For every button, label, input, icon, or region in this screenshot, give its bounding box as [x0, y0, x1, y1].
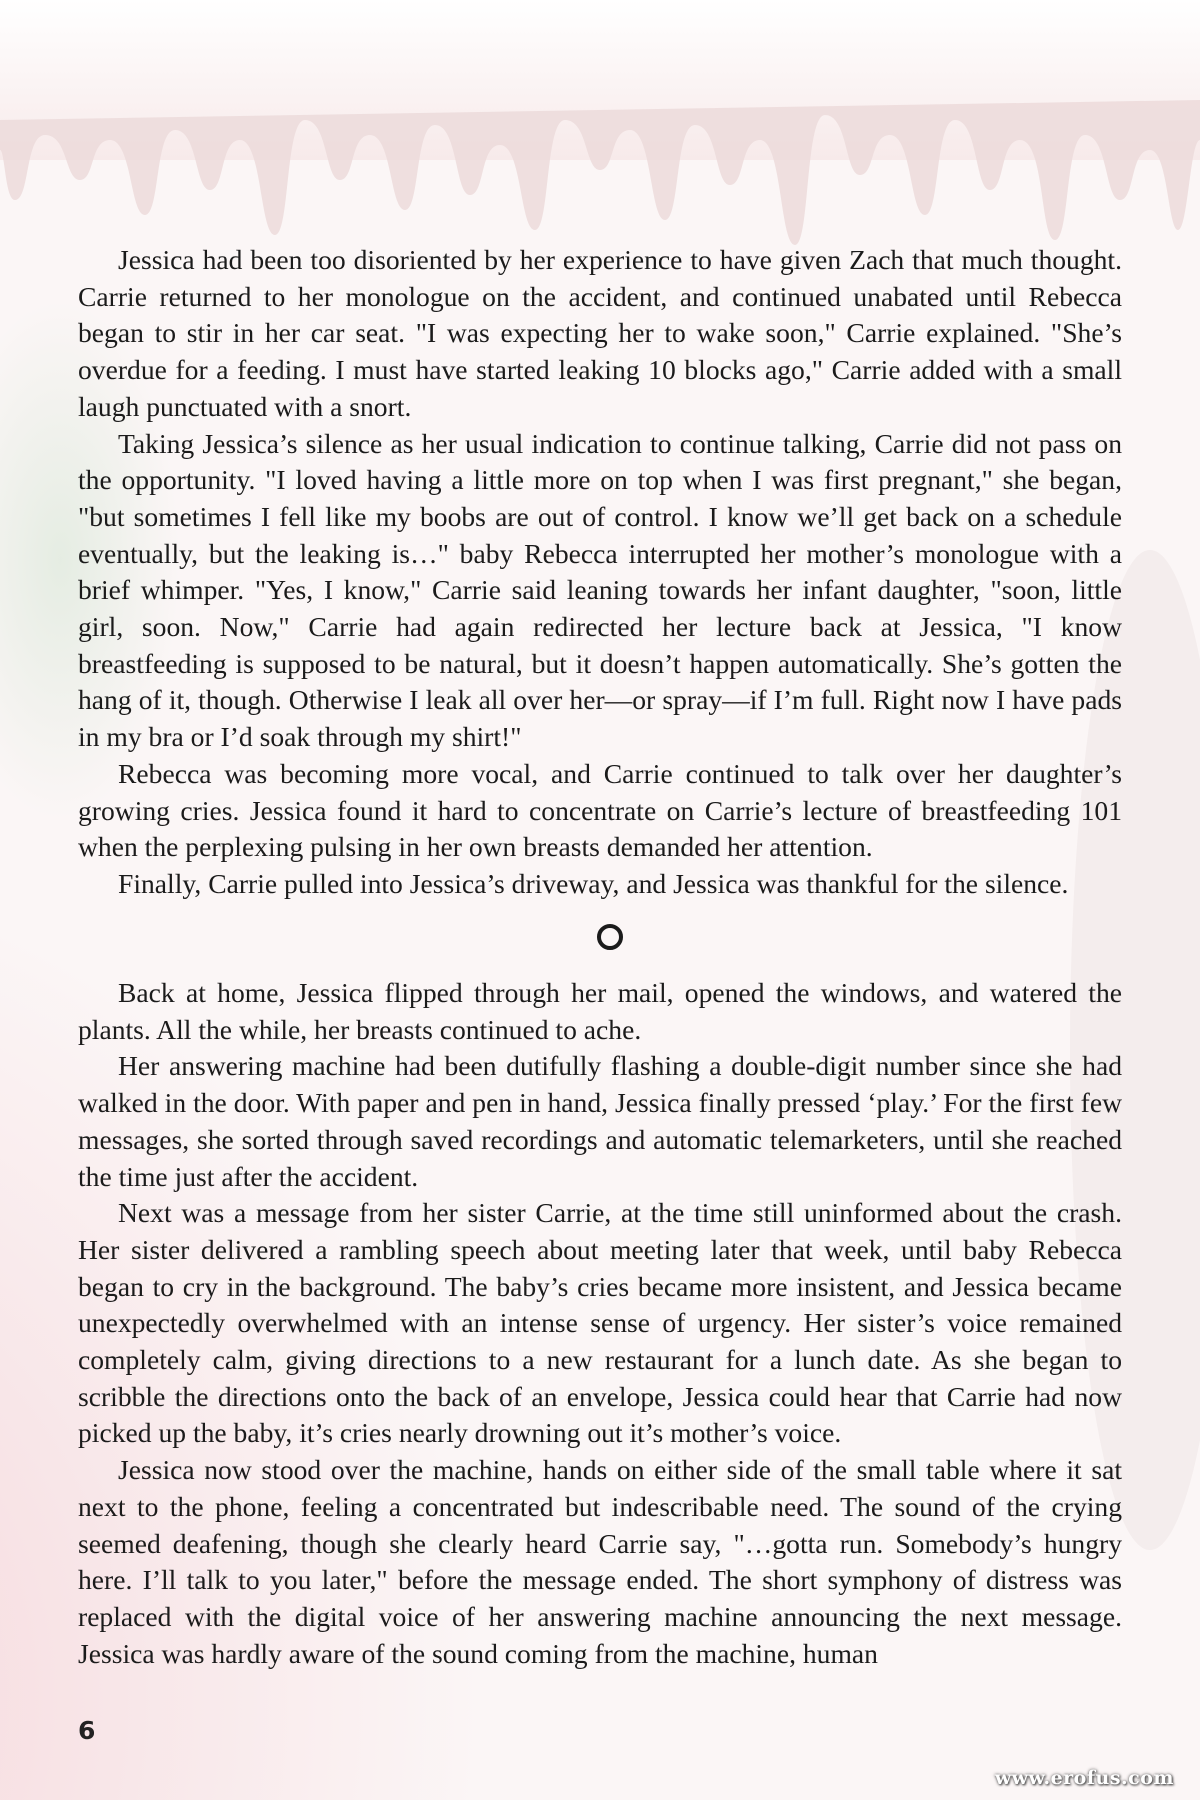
paragraph: Back at home, Jessica flipped through her mail, opened the windows, and watered the plants. All the while, her breasts continued to ache.: [78, 977, 1122, 1045]
page-number: 6: [78, 1716, 96, 1745]
paragraph: Her answering machine had been dutifully flashing a double-digit number since she had walked in the door. With paper and pen in hand, Jessica finally pressed ‘play.’ For the first few messages, she sorted through saved recordings and automatic telemarketers, until she reached the time just after the accident.: [78, 1050, 1122, 1192]
paragraph: Rebecca was becoming more vocal, and Carrie continued to talk over her daughter’s growing cries. Jessica found it hard to concentrate on Carrie’s lecture of breastfeeding 101 when the perplexing pulsing in her own breasts demanded her attention.: [78, 757, 1122, 863]
paragraph: Jessica had been too disoriented by her experience to have given Zach that much thought. Carrie returned to her monologue on the accident, and continued unabated until Rebecca began to stir in her car seat. "I was expecting her to wake soon," Carrie explained. "She’s overdue for a feeding. I must have started leaking 10 blocks ago," Carrie added with a small laugh punctuated with a snort.: [78, 244, 1122, 422]
site-watermark: www.erofus.com: [994, 1767, 1174, 1789]
story-section-1: [78, 242, 1122, 903]
story-section-2: [78, 975, 1122, 1672]
paragraph: Taking Jessica’s silence as her usual indication to continue talking, Carrie did not pass on the opportunity. "I loved having a little more on top when I was first pregnant," she began, "but sometimes I fell like my boobs are out of control. I know we’ll get back on a schedule eventually, but the leaking is…" baby Rebecca interrupted her mother’s monologue with a brief whimper. "Yes, I know," Carrie said leaning towards her infant daughter, "soon, little girl, soon. Now," Carrie had again redirected her lecture back at Jessica, "I know breastfeeding is supposed to be natural, but it doesn’t happen automatically. She’s gotten the hang of it, though. Otherwise I leak all over her—or spray—if I’m full. Right now I have pads in my bra or I’d soak through my shirt!": [78, 427, 1122, 753]
paragraph: Next was a message from her sister Carrie, at the time still uninformed about the crash. Her sister delivered a rambling speech about meeting later that week, until baby Rebecca began to cry in the background. The baby’s cries became more insistent, and Jessica became unexpectedly overwhelmed with an intense sense of urgency. Her sister’s voice remained completely calm, giving directions to a new restaurant for a lunch date. As she began to scribble the directions onto the back of an envelope, Jessica could hear that Carrie had now picked up the baby, it’s cries nearly drowning out it’s mother’s voice.: [78, 1197, 1122, 1449]
paragraph: Finally, Carrie pulled into Jessica’s driveway, and Jessica was thankful for the silence.: [118, 867, 1069, 899]
section-break-circle-icon: [597, 924, 623, 950]
paragraph: Jessica now stood over the machine, hands on either side of the small table where it sat next to the phone, feeling a concentrated but indescribable need. The sound of the crying seemed deafening, though she clearly heard Carrie say, "…gotta run. Somebody’s hungry here. I’ll talk to you later," before the message ended. The short symphony of distress was replaced with the digital voice of her answering machine announcing the next message. Jessica was hardly aware of the sound coming from the machine, human: [78, 1454, 1122, 1669]
dripping-header-decoration: [0, 80, 1200, 260]
